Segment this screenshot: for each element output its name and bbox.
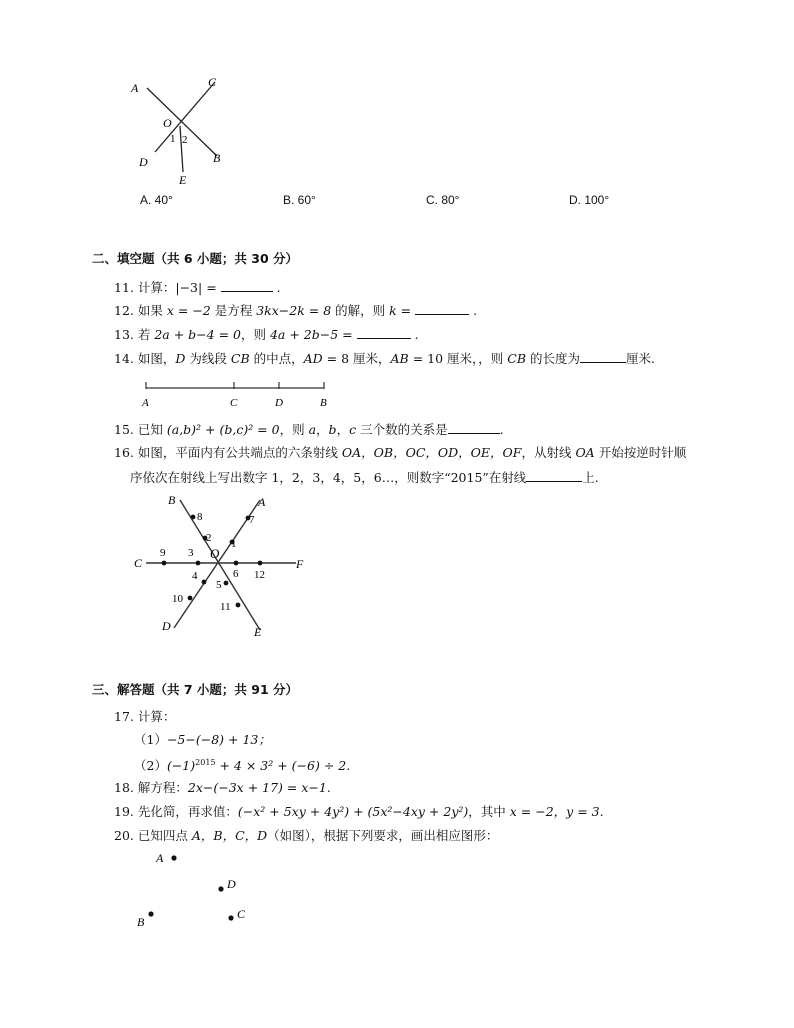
question-15 xyxy=(114,421,504,438)
ray-label-E: E xyxy=(254,625,262,639)
pt-label-A: A xyxy=(156,851,164,865)
q18-a: 解方程： xyxy=(137,780,188,795)
q17-p2a: (−1) xyxy=(166,758,196,774)
q11-blank xyxy=(221,279,273,292)
q16-line1-e: 开始按逆时针顺 xyxy=(594,445,687,460)
ray-label-B: B xyxy=(168,493,176,507)
q12-num: 12. xyxy=(114,303,134,318)
q17-num: 17. xyxy=(114,709,134,724)
q13-d: 4a + 2b−5 xyxy=(269,327,339,342)
q14-end: 厘米. xyxy=(626,351,655,366)
q16-line1-a: 如图，平面内有公共端点的六条射线 xyxy=(137,445,342,460)
q14-f: AD xyxy=(303,351,323,366)
question-17-part2 xyxy=(134,755,350,774)
q15-a: 已知 xyxy=(137,422,167,437)
angle-figure xyxy=(125,70,235,190)
question-16 xyxy=(114,445,686,461)
q19-num: 19. xyxy=(114,804,134,819)
q14-a: 如图， xyxy=(137,351,176,366)
q15-c: ，则 xyxy=(279,422,309,437)
ray-label-O: O xyxy=(210,546,220,561)
q16-num: 16. xyxy=(114,445,134,460)
question-11 xyxy=(114,279,281,296)
label-A: A xyxy=(131,81,139,95)
q15-num: 15. xyxy=(114,422,134,437)
choice-d: D. 100° xyxy=(569,193,610,207)
choice-b: B. 60° xyxy=(283,193,316,207)
q17-p2sup: 2015 xyxy=(195,758,216,767)
q19-a: 先化简，再求值： xyxy=(137,804,238,819)
label-E: E xyxy=(179,173,187,187)
q15-g: ， xyxy=(336,422,350,437)
label-O: O xyxy=(163,116,172,130)
q12-c: 是方程 xyxy=(210,303,257,318)
q14-g: = 8 厘米， xyxy=(322,351,391,366)
segment-figure xyxy=(138,376,338,410)
label-C: C xyxy=(208,75,217,89)
rays-figure xyxy=(132,490,322,640)
ray-num-8: 8 xyxy=(197,511,203,523)
q14-e: 的中点， xyxy=(249,351,304,366)
q11-text: 计算：|−3| = xyxy=(137,280,221,295)
q18-end: . xyxy=(326,780,331,795)
q12-blank xyxy=(415,302,469,315)
q13-blank xyxy=(357,326,411,339)
q14-b: D xyxy=(175,351,186,366)
q15-end: . xyxy=(499,422,504,437)
ray-num-4: 4 xyxy=(192,570,198,582)
ray-num-3: 3 xyxy=(188,547,194,559)
q19-b: (−x² + 5xy + 4y²) + (5x²−4xy + 2y²) xyxy=(237,804,469,819)
q17-p1-num: （1） xyxy=(134,732,167,747)
ray-num-7: 7 xyxy=(249,514,255,526)
ray-num-12: 12 xyxy=(254,569,265,581)
ray-num-9: 9 xyxy=(160,547,166,559)
q18-num: 18. xyxy=(114,780,134,795)
question-14 xyxy=(114,350,655,367)
seg-label-B: B xyxy=(320,397,327,409)
q12-d: 3kx−2k = 8 xyxy=(256,303,332,318)
ray-label-F: F xyxy=(296,557,304,571)
q12-b: x = −2 xyxy=(166,303,211,318)
pt-label-C: C xyxy=(237,907,246,921)
question-13 xyxy=(114,326,419,343)
ray-num-10: 10 xyxy=(172,593,183,605)
question-17-part1 xyxy=(134,732,271,748)
ray-label-D: D xyxy=(162,619,171,633)
q16-blank xyxy=(526,469,582,482)
q14-k: 的长度为 xyxy=(526,351,581,366)
q13-num: 13. xyxy=(114,327,134,342)
ray-num-6: 6 xyxy=(233,568,239,580)
q12-end: . xyxy=(473,303,478,318)
q11-end: . xyxy=(276,280,281,295)
q12-f: k xyxy=(389,303,397,318)
label-2: 2 xyxy=(182,134,188,146)
q19-end: . xyxy=(599,804,604,819)
q20-b: A，B，C，D xyxy=(191,828,268,843)
question-12 xyxy=(114,302,477,319)
q18-b: 2x−(−3x + 17) = x−1 xyxy=(187,780,327,795)
seg-label-D: D xyxy=(275,397,283,409)
q20-num: 20. xyxy=(114,828,134,843)
question-16-line2 xyxy=(130,469,599,486)
question-17 xyxy=(114,709,175,725)
q17-p2-num: （2） xyxy=(134,758,167,774)
points-figure xyxy=(128,846,258,932)
q16-line1-b: OA，OB，OC，OD，OE，OF xyxy=(341,445,522,460)
q15-d: a xyxy=(308,422,317,437)
q14-num: 14. xyxy=(114,351,134,366)
q15-e: ， xyxy=(316,422,329,437)
ray-num-1: 1 xyxy=(231,538,237,550)
q19-c: ，其中 xyxy=(468,804,510,819)
choice-a: A. 40° xyxy=(140,193,173,207)
q14-j: CB xyxy=(507,351,527,366)
q15-h: c xyxy=(349,422,357,437)
q13-end: . xyxy=(414,327,419,342)
q12-a: 如果 xyxy=(137,303,167,318)
pt-label-B: B xyxy=(137,915,145,929)
q16-line2-end: 上. xyxy=(582,470,599,485)
question-20 xyxy=(114,828,498,844)
q13-e: = xyxy=(338,327,357,342)
pt-label-D: D xyxy=(227,877,236,891)
question-19 xyxy=(114,804,604,820)
q14-i: = 10 厘米，，则 xyxy=(408,351,508,366)
choice-c: C. 80° xyxy=(426,193,460,207)
q17-p1: −5−(−8) + 13； xyxy=(166,732,271,747)
q16-line1-c: ，从射线 xyxy=(521,445,576,460)
q14-blank xyxy=(580,350,626,363)
q12-g: = xyxy=(396,303,416,318)
question-18 xyxy=(114,780,331,796)
seg-label-C: C xyxy=(230,397,238,409)
section2-title: 二、填空题（共 6 小题；共 30 分） xyxy=(92,251,299,266)
q20-a: 已知四点 xyxy=(137,828,192,843)
q13-c: ，则 xyxy=(241,327,270,342)
q14-d: CB xyxy=(230,351,250,366)
label-1: 1 xyxy=(170,133,176,145)
ray-num-2: 2 xyxy=(206,532,212,544)
q15-blank xyxy=(448,421,500,434)
label-D: D xyxy=(139,155,148,169)
q15-b: (a,b)² + (b,c)² = 0 xyxy=(166,422,280,437)
q17-p2b: + 4 × 3² + (−6) ÷ 2. xyxy=(215,758,351,774)
q13-a: 若 xyxy=(137,327,155,342)
q12-e: 的解，则 xyxy=(331,303,390,318)
q17-text: 计算： xyxy=(137,709,176,724)
q14-c: 为线段 xyxy=(185,351,231,366)
ray-label-C: C xyxy=(134,556,143,570)
ray-num-11: 11 xyxy=(220,601,231,613)
q19-d: x = −2，y = 3 xyxy=(509,804,600,819)
section3-title: 三、解答题（共 7 小题；共 91 分） xyxy=(92,682,299,697)
q16-line1-d: OA xyxy=(575,445,595,460)
seg-label-A: A xyxy=(142,397,149,409)
q20-c: （如图），根据下列要求，画出相应图形： xyxy=(267,828,499,843)
q11-num: 11. xyxy=(114,280,134,295)
q14-h: AB xyxy=(390,351,409,366)
q13-b: 2a + b−4 = 0 xyxy=(154,327,241,342)
ray-label-A: A xyxy=(258,495,266,509)
ray-num-5: 5 xyxy=(216,579,222,591)
q16-line2-a: 序依次在射线上写出数字 1，2，3，4，5，6…，则数字“2015”在射线 xyxy=(130,470,527,485)
label-B: B xyxy=(213,151,221,165)
q15-i: 三个数的关系是 xyxy=(356,422,448,437)
q15-f: b xyxy=(328,422,337,437)
